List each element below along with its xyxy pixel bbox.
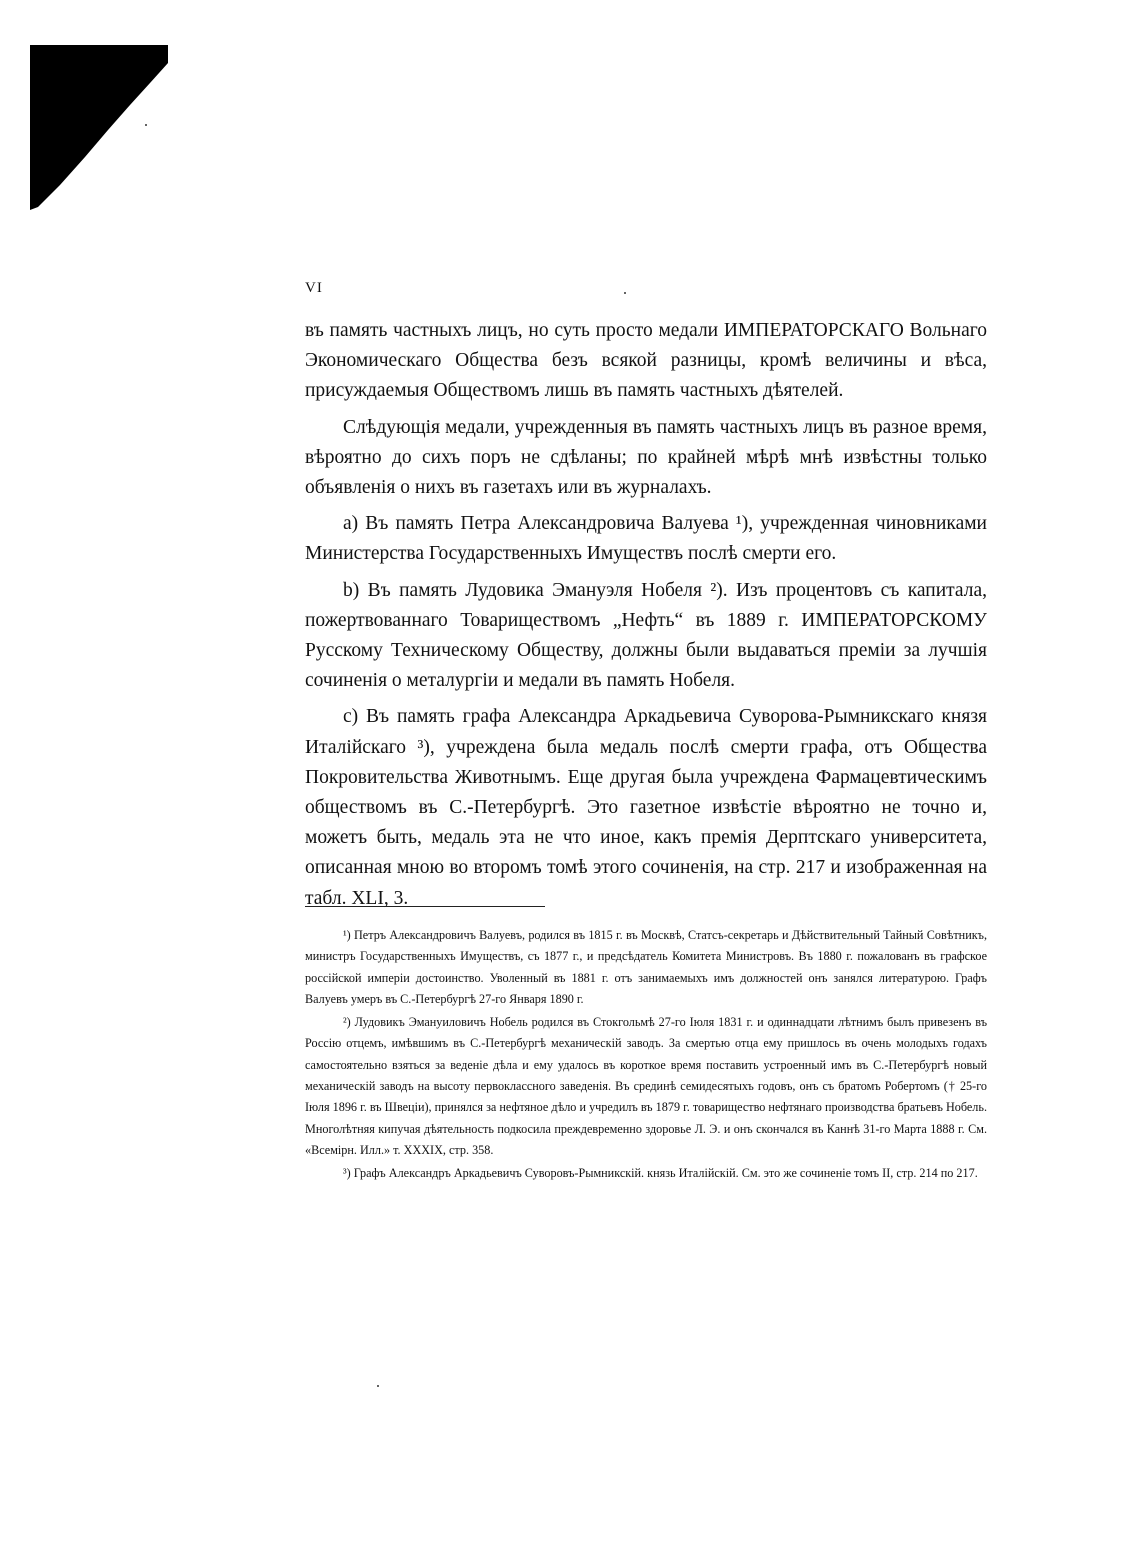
- footnote: ²) Лудовикъ Эмануиловичъ Нобель родился въ Стокгольмѣ 27-го Іюля 1831 г. и одиннадцати лѣтнимъ былъ привезенъ въ Россію отцемъ, имѣвшимъ въ С.-Петербургѣ механическій заводъ. За смертью отца ему пришлось въ очень молодыхъ годахъ самостоятельно взяться за веденіе дѣла и ему удалось въ короткое время поставить устроенный имъ въ С.-Петербургѣ новый механическій заводъ на высоту первоклассного заведенія. Въ срединѣ семидесятыхъ годовъ, онъ съ братомъ Робертомъ († 25-го Іюля 1896 г. въ Швеціи), принялся за нефтяное дѣло и учредилъ въ 1879 г. товарищество нефтянаго производства братьевъ Нобель. Многолѣтняя кипучая дѣятельность подкосила преждевременно здоровье Л. Э. и онъ скончался въ Каннѣ 31-го Марта 1888 г. См. «Всемірн. Илл.» т. XXXIX, стр. 358.: [305, 1015, 987, 1157]
- scan-speck: [624, 292, 626, 294]
- page-number: VI: [305, 280, 323, 296]
- paragraph: Слѣдующія медали, учрежденныя въ память частныхъ лицъ въ разное время, вѣроятно до сихъ поръ не сдѣланы; по крайней мѣрѣ мнѣ извѣстны только объявленія о нихъ въ газетахъ или въ журналахъ.: [305, 416, 987, 499]
- scan-corner-artifact: [30, 45, 170, 210]
- main-text: [305, 316, 987, 920]
- scan-speck: [377, 1385, 379, 1387]
- footnote-divider: [305, 906, 545, 907]
- paragraph: а) Въ память Петра Александровича Валуева ¹), учрежденная чиновниками Министерства Государственныхъ Имуществъ послѣ смерти его.: [305, 513, 987, 565]
- scan-speck: [145, 124, 147, 126]
- paragraph: b) Въ память Лудовика Эмануэля Нобеля ²). Изъ процентовъ съ капитала, пожертвованнаго Товариществомъ „Нефть“ въ 1889 г. ИМПЕРАТОРСКОМУ Русскому Техническому Обществу, должны были выдаваться преміи за лучшія сочиненія о металургіи и медали въ память Нобеля.: [305, 579, 987, 692]
- paragraph: въ память частныхъ лицъ, но суть просто медали ИМПЕРАТОРСКАГО Вольнаго Экономическаго Общества безъ всякой разницы, кромѣ величины и вѣса, присуждаемыя Обществомъ лишь въ память частныхъ дѣятелей.: [305, 320, 987, 402]
- paragraph: c) Въ память графа Александра Аркадьевича Суворова-Рымникскаго князя Италійскаго ³), учреждена была медаль послѣ смерти графа, отъ Общества Покровительства Животнымъ. Еще другая была учреждена Фармацевтическимъ обществомъ въ С.-Петербургѣ. Это газетное извѣстіе вѣроятно не точно и, можетъ быть, медаль эта не что иное, какъ премія Дерптскаго университета, описанная мною во второмъ томѣ этого сочиненія, на стр. 217 и изображенная на табл. XLI, 3.: [305, 706, 987, 909]
- footnote: ³) Графъ Александръ Аркадьевичъ Суворовъ-Рымникскій. князь Италійскій. См. это же сочиненіе томъ II, стр. 214 по 217.: [343, 1166, 978, 1181]
- footnotes: [305, 925, 987, 1187]
- footnote: ¹) Петръ Александровичъ Валуевъ, родился въ 1815 г. въ Москвѣ, Статсъ-секретарь и Дѣйствительный Тайный Совѣтникъ, министръ Государственныхъ Имуществъ, съ 1877 г., и предсѣдатель Комитета Министровъ. Въ 1880 г. пожалованъ въ графское россійской имперіи достоинство. Уволенный въ 1881 г. отъ занимаемыхъ имъ должностей онъ занялся литературою. Графъ Валуевъ умеръ въ С.-Петербургѣ 27-го Января 1890 г.: [305, 928, 987, 1006]
